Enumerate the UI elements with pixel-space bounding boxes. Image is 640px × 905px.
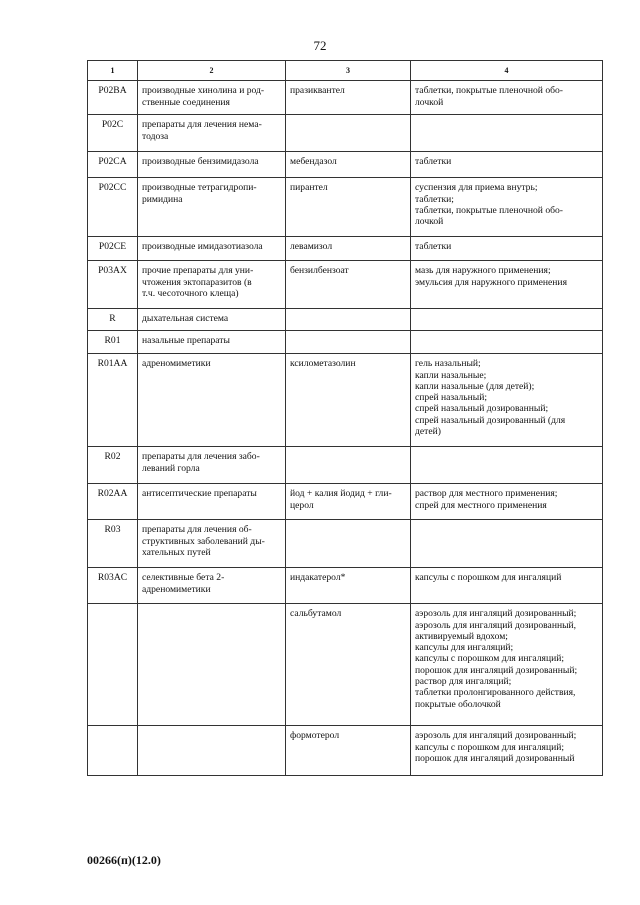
group-name [138,726,286,776]
group-name: прочие препараты для уни- чтожения эктопаразитов (в т.ч. чесоточного клеща) [138,261,286,309]
atc-code: R02 [88,447,138,484]
atc-code: P02CC [88,178,138,237]
document-footer-code: 00266(п)(12.0) [87,853,161,867]
atc-code: R03AC [88,568,138,604]
table-row [88,152,603,178]
column-header-4: 4 [411,61,603,81]
group-name: производные тетрагидропи- римидина [138,178,286,237]
group-name [138,604,286,726]
atc-code: P02CE [88,237,138,261]
drug-name: формотерол [286,726,411,776]
group-name: селективные бета 2- адреномиметики [138,568,286,604]
dosage-forms: аэрозоль для ингаляций дозированный; капсулы с порошком для ингаляций; порошок для ингаляций дозированный [411,726,603,776]
drug-name [286,309,411,331]
atc-code: R [88,309,138,331]
group-name: назальные препараты [138,331,286,354]
table-header-row [88,61,603,81]
group-name: антисептические препараты [138,484,286,520]
dosage-forms [411,331,603,354]
drug-name: левамизол [286,237,411,261]
drug-name: сальбутамол [286,604,411,726]
dosage-forms [411,447,603,484]
column-header-2: 2 [138,61,286,81]
group-name: адреномиметики [138,354,286,447]
table-row [88,309,603,331]
table-row [88,237,603,261]
table-row [88,115,603,152]
atc-code: P02C [88,115,138,152]
dosage-forms: таблетки, покрытые пленочной обо- лочкой [411,81,603,115]
drug-name: мебендазол [286,152,411,178]
atc-code: P02BA [88,81,138,115]
drug-name [286,447,411,484]
drug-name: ксилометазолин [286,354,411,447]
table-row [88,354,603,447]
atc-code: R01 [88,331,138,354]
dosage-forms: таблетки [411,152,603,178]
atc-code [88,726,138,776]
table-row [88,178,603,237]
table-row [88,484,603,520]
drug-name [286,520,411,568]
drug-table [87,60,603,776]
atc-code: R03 [88,520,138,568]
atc-code: P03AX [88,261,138,309]
table-row [88,726,603,776]
drug-name: пирантел [286,178,411,237]
group-name: производные бензимидазола [138,152,286,178]
column-header-1: 1 [88,61,138,81]
atc-code: R02AA [88,484,138,520]
dosage-forms [411,520,603,568]
table-row [88,331,603,354]
dosage-forms: капсулы с порошком для ингаляций [411,568,603,604]
dosage-forms: гель назальный; капли назальные; капли назальные (для детей); спрей назальный; спрей назальный дозированный; спрей назальный дозированный (для детей) [411,354,603,447]
table-row [88,261,603,309]
dosage-forms: раствор для местного применения; спрей для местного применения [411,484,603,520]
atc-code: P02CA [88,152,138,178]
group-name: препараты для лечения немa- тодоза [138,115,286,152]
dosage-forms [411,115,603,152]
drug-name: индакатерол* [286,568,411,604]
group-name: производные имидазотиазола [138,237,286,261]
column-header-3: 3 [286,61,411,81]
group-name: дыхательная система [138,309,286,331]
page-number: 72 [313,38,327,53]
dosage-forms: таблетки [411,237,603,261]
dosage-forms: мазь для наружного применения; эмульсия для наружного применения [411,261,603,309]
table-row [88,520,603,568]
group-name: препараты для лечения забо- леваний горла [138,447,286,484]
drug-name [286,115,411,152]
table-row [88,568,603,604]
dosage-forms [411,309,603,331]
atc-code: R01AA [88,354,138,447]
group-name: препараты для лечения об- структивных заболеваний ды- хательных путей [138,520,286,568]
drug-name: празиквантел [286,81,411,115]
dosage-forms: суспензия для приема внутрь; таблетки; таблетки, покрытые пленочной обо- лочкой [411,178,603,237]
drug-name [286,331,411,354]
dosage-forms: аэрозоль для ингаляций дозированный; аэрозоль для ингаляций дозированный, активируемый вдохом; капсулы для ингаляций; капсулы с порошком для ингаляций; порошок для ингаляций дозированный; раствор для ингаляций; таблетки пролонгированного действия, покрытые оболочкой [411,604,603,726]
table-row [88,447,603,484]
group-name: производные хинолина и род- ственные соединения [138,81,286,115]
table-row [88,81,603,115]
table-row [88,604,603,726]
drug-name: йод + калия йодид + гли- церол [286,484,411,520]
drug-name: бензилбензоат [286,261,411,309]
atc-code [88,604,138,726]
